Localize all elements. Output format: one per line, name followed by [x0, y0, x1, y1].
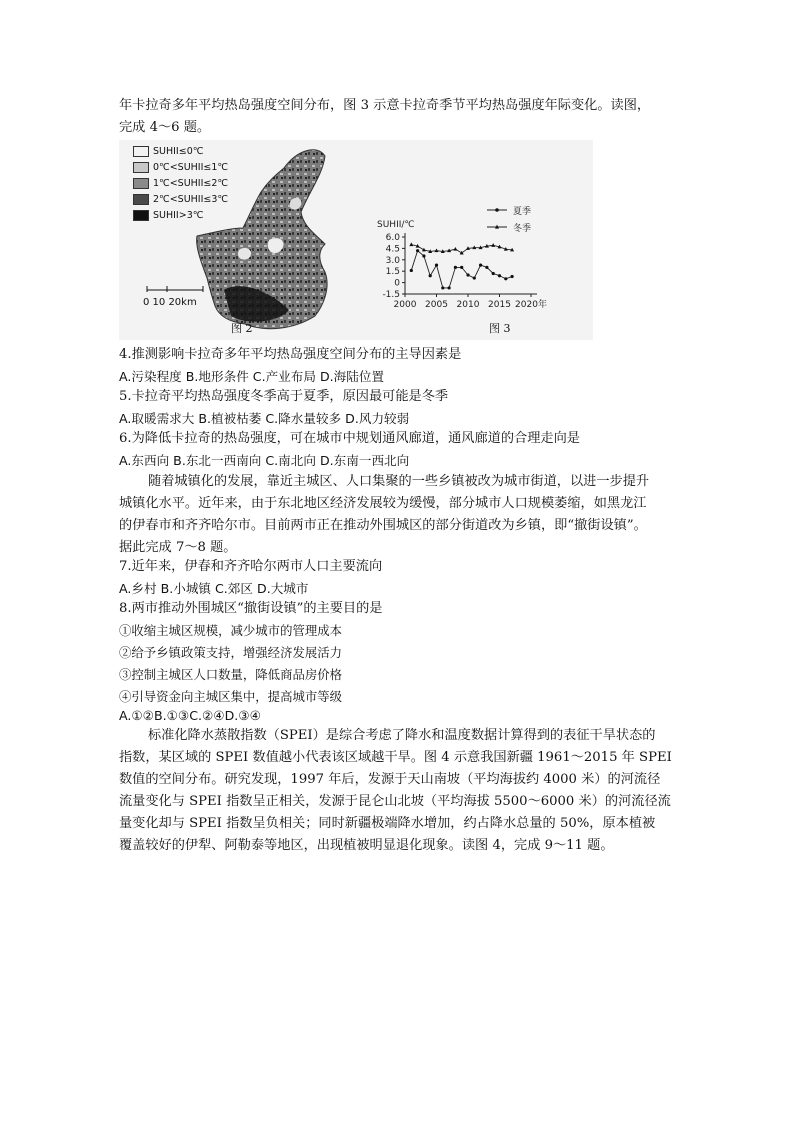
data-point	[435, 248, 439, 252]
question-4-options: A.污染程度 B.地形条件 C.产业布局 D.海陆位置	[119, 369, 385, 384]
legend-label: SUHII>3℃	[153, 210, 204, 221]
y-tick-label: 1.5	[385, 267, 400, 278]
y-tick-label: 3.0	[385, 255, 400, 266]
figure-3-caption: 图 3	[489, 322, 511, 335]
data-point	[448, 286, 451, 289]
question-8-item-4: ④引导资金向主城区集中，提高城市等级	[119, 689, 343, 704]
data-point	[441, 286, 444, 289]
legend-item-4	[133, 194, 228, 205]
legend-item-5	[133, 210, 203, 221]
paragraph-3-line-2: 指数，某区域的 SPEI 数值越小代表该区域越干旱。图 4 示意我国新疆 1961～2015 年 SPEI	[119, 750, 672, 765]
legend-swatch	[133, 178, 149, 189]
x-tick-label: 2000	[393, 300, 417, 310]
data-point	[454, 266, 457, 269]
data-point	[409, 242, 413, 246]
intro-line-1: 年卡拉奇多年平均热岛强度空间分布，图 3 示意卡拉奇季节平均热岛强度年际变化。读图，	[119, 98, 651, 113]
y-tick-label: 4.5	[385, 244, 400, 255]
data-point	[511, 275, 514, 278]
y-tick-label: -1.5	[382, 290, 400, 300]
legend-swatch	[133, 146, 149, 157]
data-point	[498, 274, 501, 277]
x-tick-label: 2005	[425, 300, 448, 310]
paragraph-3-line-6: 覆盖较好的伊犁、阿勒泰等地区，出现植被明显退化现象。读图 4，完成 9～11 题。	[119, 838, 614, 853]
x-tick-label: 2015	[488, 300, 511, 310]
question-5-options: A.取暖需求大 B.植被枯萎 C.降水量较多 D.风力较弱	[119, 411, 410, 426]
data-point	[491, 243, 495, 247]
paragraph-2-line-1: 随着城镇化的发展，靠近主城区、人口集聚的一些乡镇被改为城市街道，以进一步提升	[148, 474, 650, 489]
legend-marker	[495, 208, 499, 212]
question-8-item-1: ①收缩主城区规模，减少城市的管理成本	[119, 623, 343, 638]
paragraph-3-line-3: 数值的空间分布。研究发现，1997 年后，发源于天山南坡（平均海拔约 4000 米）的河流径	[119, 772, 661, 787]
data-point	[435, 264, 438, 267]
legend-item-2	[133, 162, 228, 173]
data-point	[460, 266, 463, 269]
paragraph-2-line-4: 据此完成 7～8 题。	[119, 540, 237, 555]
legend-swatch	[133, 162, 149, 173]
question-8-options: A.①②B.①③C.②④D.③④	[119, 708, 261, 723]
y-tick-label: 6.0	[385, 233, 400, 243]
data-point	[492, 272, 495, 275]
data-point	[473, 276, 476, 279]
legend-label: 1℃<SUHII≤2℃	[153, 178, 229, 189]
chart-figure-3	[363, 140, 593, 340]
question-6-options: A.东西向 B.东北一西南向 C.南北向 D.东南一西北向	[119, 453, 410, 468]
data-point	[453, 247, 457, 251]
y-tick-label: 0	[394, 278, 400, 289]
paragraph-3-line-1: 标准化降水蒸散指数（SPEI）是综合考虑了降水和温度数据计算得到的表征干旱状态的	[148, 728, 656, 743]
data-point	[410, 269, 413, 272]
intro-line-2: 完成 4～6 题。	[119, 120, 211, 135]
figure-2-caption: 图 2	[231, 322, 253, 335]
question-7: 7.近年来，伊春和齐齐哈尔两市人口主要流向	[119, 559, 383, 574]
question-8-item-3: ③控制主城区人口数量，降低商品房价格	[119, 667, 343, 682]
scale-label: 0 10 20km	[143, 297, 197, 308]
legend-swatch	[133, 194, 149, 205]
paragraph-3-line-4: 流量变化与 SPEI 指数呈正相关，发源于昆仑山北坡（平均海拔 5500～6000 米）的河流径流	[119, 794, 671, 809]
data-point	[466, 273, 469, 276]
paragraph-2-line-2: 城镇化水平。近年来，由于东北地区经济发展较为缓慢，部分城市人口规模萎缩，如黑龙江	[119, 496, 647, 511]
series-line-夏季	[411, 251, 512, 288]
data-point	[504, 277, 507, 280]
legend-label: 0℃<SUHII≤1℃	[153, 162, 229, 173]
paragraph-2-line-3: 的伊春市和齐齐哈尔市。目前两市正在推动外围城区的部分街道改为乡镇，即“撤街设镇”。	[119, 518, 647, 533]
figure-map-and-chart	[119, 140, 593, 340]
legend-label: 2℃<SUHII≤3℃	[153, 194, 229, 205]
question-8: 8.两市推动外围城区“撤街设镇”的主要目的是	[119, 601, 383, 616]
question-4: 4.推测影响卡拉奇多年平均热岛强度空间分布的主导因素是	[119, 347, 462, 362]
legend-label: 夏季	[513, 207, 532, 217]
data-point	[485, 266, 488, 269]
paragraph-3-line-5: 量变化却与 SPEI 指数呈负相关；同时新疆极端降水增加，约占降水总量的 50%，原本植被	[119, 816, 656, 831]
data-point	[479, 264, 482, 267]
data-point	[422, 254, 425, 257]
legend-swatch	[133, 210, 149, 221]
data-point	[429, 274, 432, 277]
question-8-item-2: ②给予乡镇政策支持，增强经济发展活力	[119, 645, 343, 660]
question-5: 5.卡拉奇平均热岛强度冬季高于夏季，原因最可能是冬季	[119, 389, 449, 404]
legend-item-1	[133, 146, 203, 157]
legend-label: SUHII≤0℃	[153, 146, 204, 157]
legend-item-3	[133, 178, 228, 189]
question-6: 6.为降低卡拉奇的热岛强度，可在城市中规划通风廊道，通风廊道的合理走向是	[119, 431, 580, 446]
x-tick-label: 2010	[456, 300, 480, 310]
question-7-options: A.乡村 B.小城镇 C.郊区 D.大城市	[119, 581, 309, 596]
legend-label: 冬季	[513, 224, 532, 234]
x-tick-label: 2020年	[515, 300, 547, 310]
y-axis-label: SUHII/℃	[377, 220, 415, 230]
data-point	[416, 249, 419, 252]
